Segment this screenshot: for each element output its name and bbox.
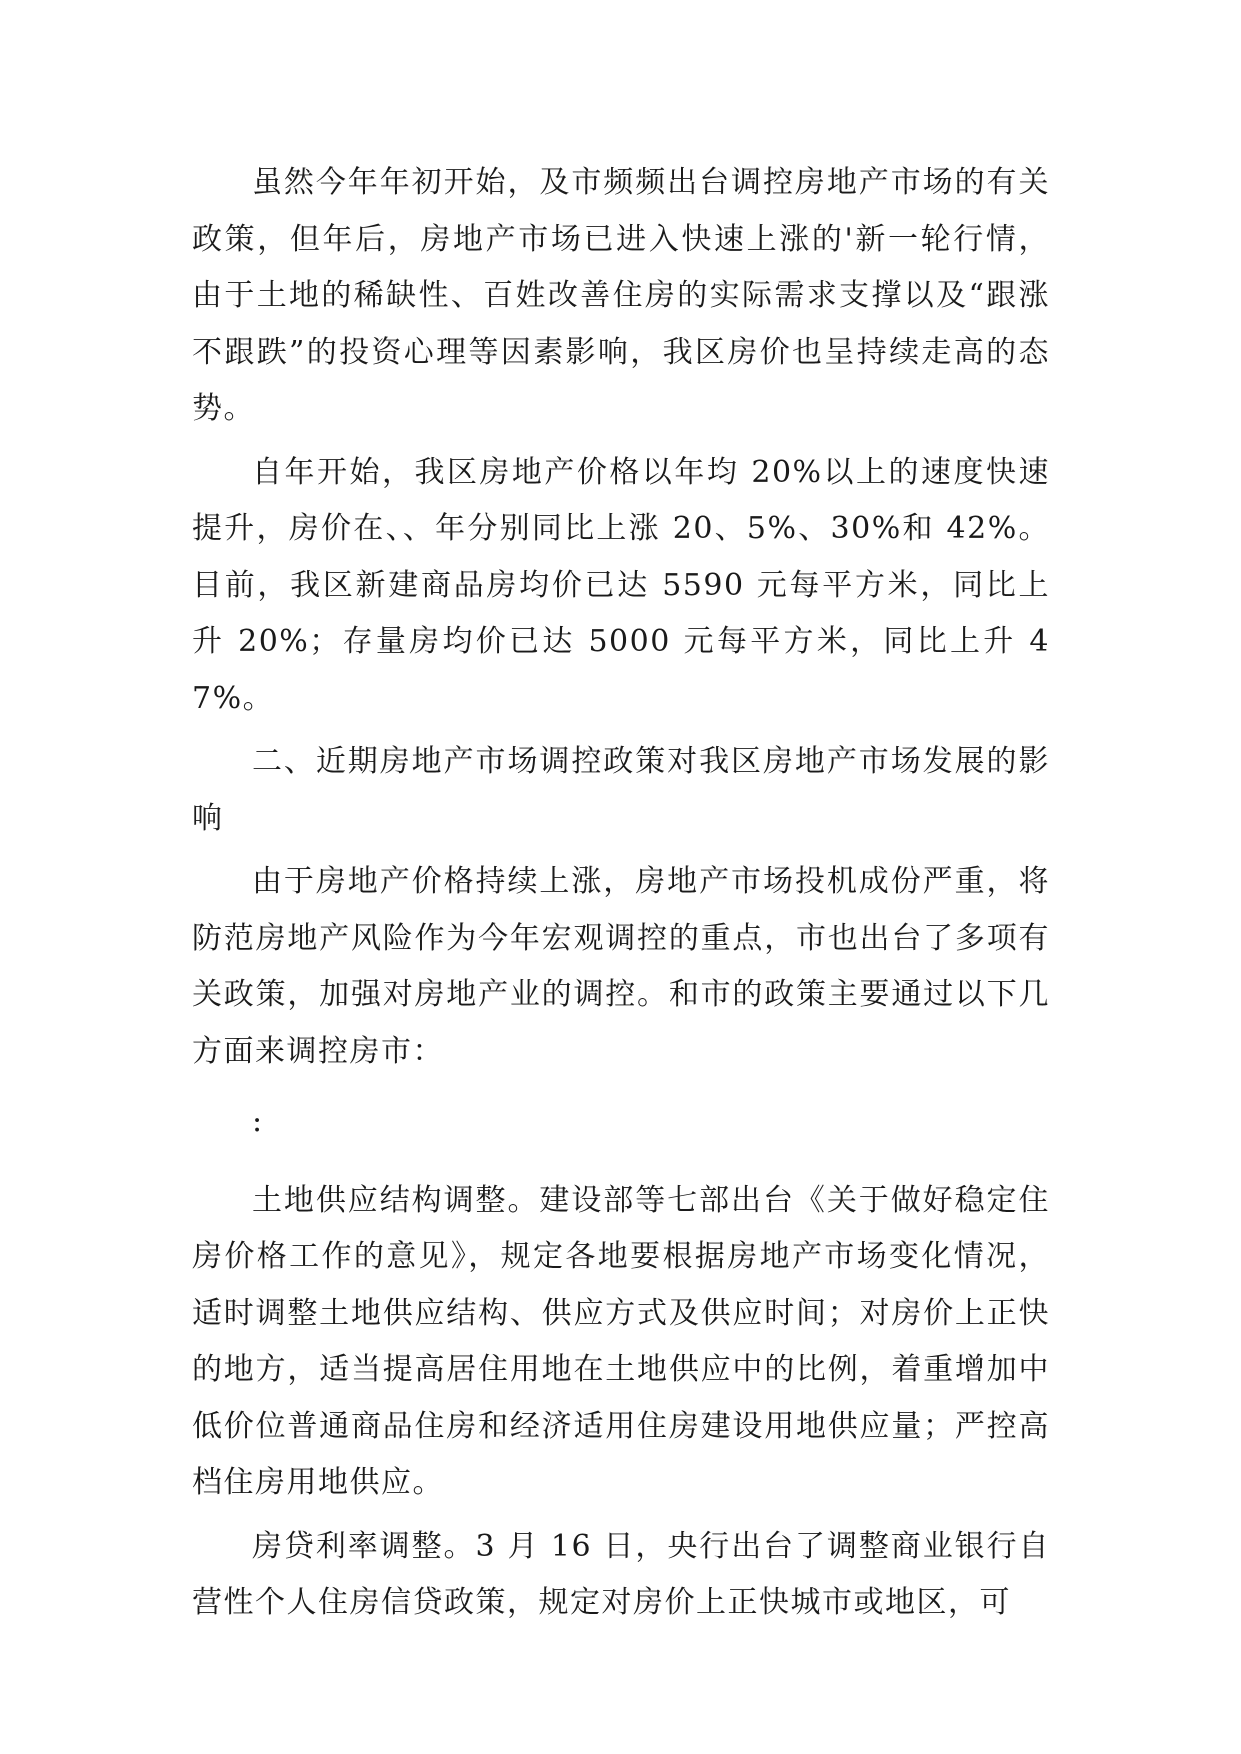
paragraph-colon: : [252,1104,264,1139]
paragraph-price-trend: 虽然今年年初开始，及市频频出台调控房地产市场的有关政策，但年后，房地产市场已进入快速上涨的'新一轮行情，由于土地的稀缺性、百姓改善住房的实际需求支撑以及“跟涨不跟跌”的投资心理等因素影响，我区房价也呈持续走高的态势。 [192,165,1050,426]
paragraph-policy-overview: 由于房地产价格持续上涨，房地产市场投机成份严重，将防范房地产风险作为今年宏观调控的重点，市也出台了多项有关政策，加强对房地产业的调控。和市的政策主要通过以下几方面来调控房市： [192,864,1050,1069]
document-body [192,155,1050,1639]
paragraph-loan-rate: 房贷利率调整。3 月 16 日，央行出台了调整商业银行自营性个人住房信贷政策，规定对房价上正快城市或地区，可 [192,1528,1050,1620]
paragraph-land-supply: 土地供应结构调整。建设部等七部出台《关于做好稳定住房价格工作的意见》，规定各地要根据房地产市场变化情况，适时调整土地供应结构、供应方式及供应时间；对房价上正快的地方，适当提高居住用地在土地供应中的比例，着重增加中低价位普通商品住房和经济适用住房建设用地供应量；严控高档住房用地供应。 [192,1182,1050,1500]
section-heading-policy-impact: 二、近期房地产市场调控政策对我区房地产市场发展的影响 [192,744,1050,836]
paragraph-price-statistics: 自年开始，我区房地产价格以年均 20%以上的速度快速提升，房价在、、年分别同比上涨 20、5%、30%和 42%。目前，我区新建商品房均价已达 5590 元每平方米，同比上升 20%；存量房均价已达 5000 元每平方米，同比上升 47%。 [192,454,1050,716]
